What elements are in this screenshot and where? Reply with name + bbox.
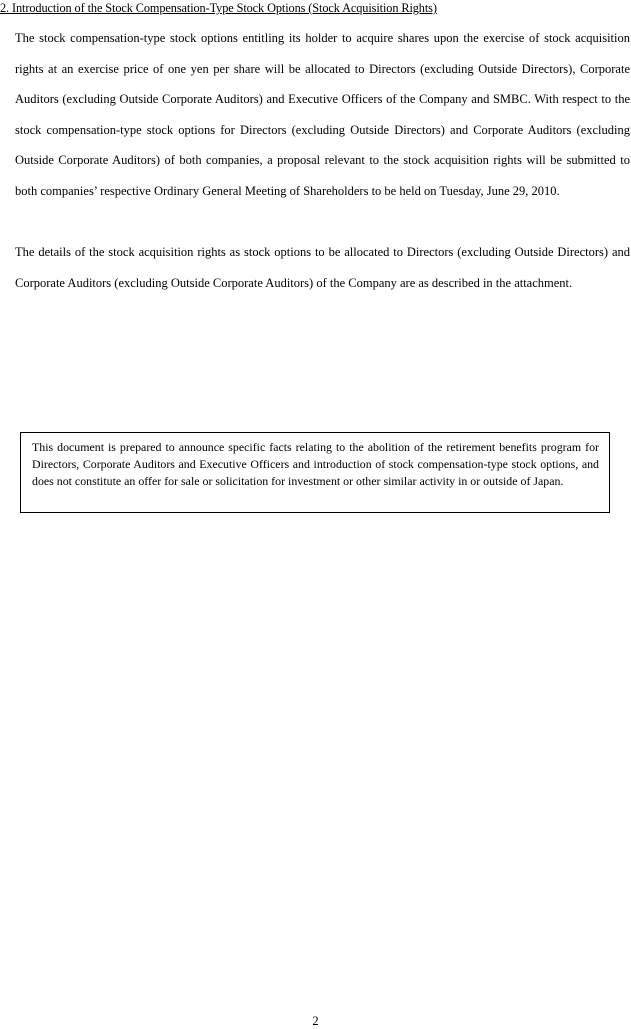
disclaimer-text: This document is prepared to announce specific facts relating to the abolition of the retirement benefits program for Directors, Corporate Auditors and Executive Officers and introduction of stock compensation-type stock options, and does not constitute an offer for sale or solicitation for investment or other similar activity in or outside of Japan. [32, 440, 599, 488]
disclaimer-box [20, 432, 610, 513]
page-number: 2 [312, 1014, 319, 1028]
section-heading: 2. Introduction of the Stock Compensation-Type Stock Options (Stock Acquisition Rights) [0, 1, 437, 15]
body-paragraph-allocation: The stock compensation-type stock options entitling its holder to acquire shares upon the exercise of stock acquisition rights at an exercise price of one yen per share will be allocated to Directors (excluding Outside Directors), Corporate Auditors (excluding Outside Corporate Auditors) and Executive Officers of the Company and SMBC. With respect to the stock compensation-type stock options for Directors (excluding Outside Directors) and Corporate Auditors (excluding Outside Corporate Auditors) of both companies, a proposal relevant to the stock acquisition rights will be submitted to both companies’ respective Ordinary General Meeting of Shareholders to be held on Tuesday, June 29, 2010. [15, 31, 630, 198]
body-paragraph-details: The details of the stock acquisition rights as stock options to be allocated to Directors (excluding Outside Directors) and Corporate Auditors (excluding Outside Corporate Auditors) of the Company are as described in the attachment. [15, 245, 630, 290]
